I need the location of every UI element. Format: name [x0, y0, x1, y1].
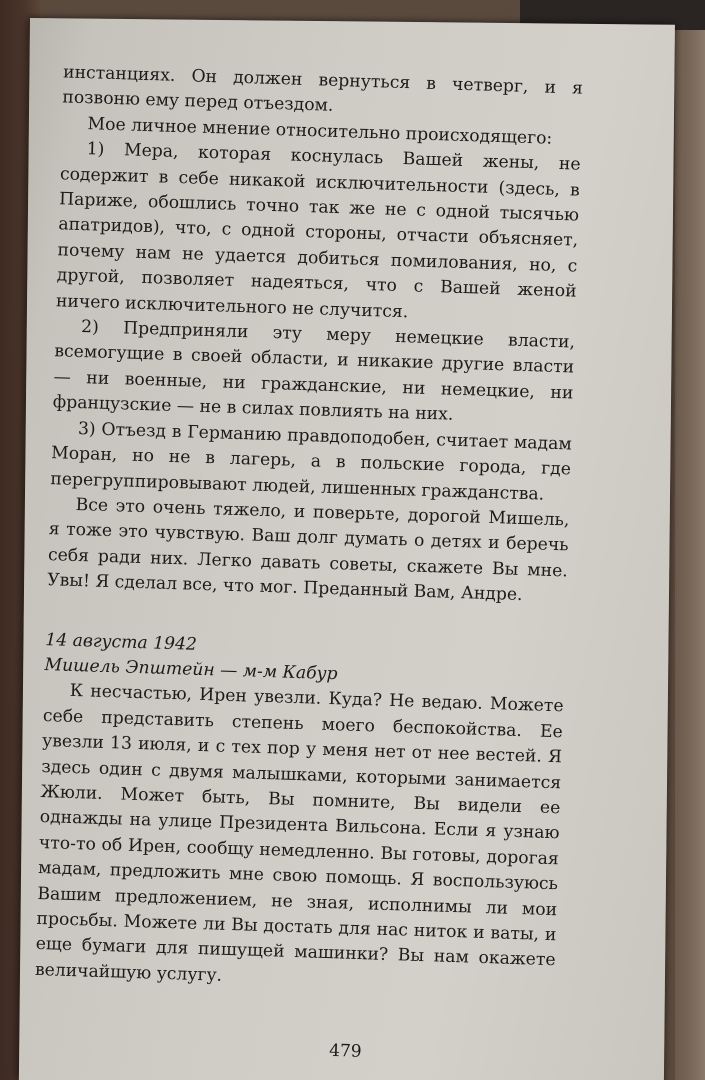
paragraph: 1) Мера, которая коснулась Вашей жены, не содержит в себе никакой исключительности (здесь, в Париже, обошлись точно так же не с одной тысячью апатридов), что, с одной стороны, отчасти объясняет, почему нам не удается добиться помилования, но, с другой, позволяет надеяться, что с Вашей женой ничего исключительного не случится.: [55, 139, 581, 322]
book-page: [19, 18, 675, 1080]
paragraph: Все это очень тяжело, и поверьте, дорогой Мишель, я тоже это чувствую. Ваш долг думать о детях и беречь себя ради них. Легко давать советы, скажете Вы мне. Увы! Я сделал все, что мог. Преданный Вам, Андре.: [46, 494, 570, 606]
page-text: [35, 60, 584, 999]
paragraph: 3) Отъезд в Германию правдоподобен, считает мадам Моран, но не в лагерь, а в польские города, где перегруппировывают людей, лишенных гражданства.: [50, 418, 573, 505]
letter-header: Мишель Эпштейн — м-м Кабур: [44, 654, 338, 685]
paragraph: инстанциях. Он должен вернуться в четверг, и я позвоню ему перед отъездом.: [62, 62, 584, 117]
page-number: 479: [328, 1040, 362, 1062]
paragraph: Мое личное мнение относительно происходящего:: [87, 113, 553, 149]
table-surface-right: [675, 0, 705, 1080]
paragraph: 2) Предприняли эту меру немецкие власти, всемогущие в своей области, и никакие другие власти — ни военные, ни гражданские, ни немецкие, ни французские — не в силах повлиять на них.: [52, 317, 576, 426]
letter-date: 14 августа 1942: [45, 629, 198, 655]
paragraph: К несчастью, Ирен увезли. Куда? Не ведаю. Можете себе представить степень моего беспокойства. Ее увезли 13 июля, и с тех пор у меня нет от нее вестей. Я здесь один с двумя малышками, которыми занимается Жюли. Может быть, Вы помните, Вы видели ее однажды на улице Президента Вильсона. Если я узнаю что-то об Ирен, сообщу немедленно. Вы готовы, дорогая мадам, предложить мне свою помощь. Я воспользуюсь Вашим предложением, не зная, исполнимы ли мои просьбы. Можете ли Вы достать для нас ниток и ваты, и еще бумаги для пишущей машинки? Вы нам окажете величайшую услугу.: [34, 681, 564, 986]
